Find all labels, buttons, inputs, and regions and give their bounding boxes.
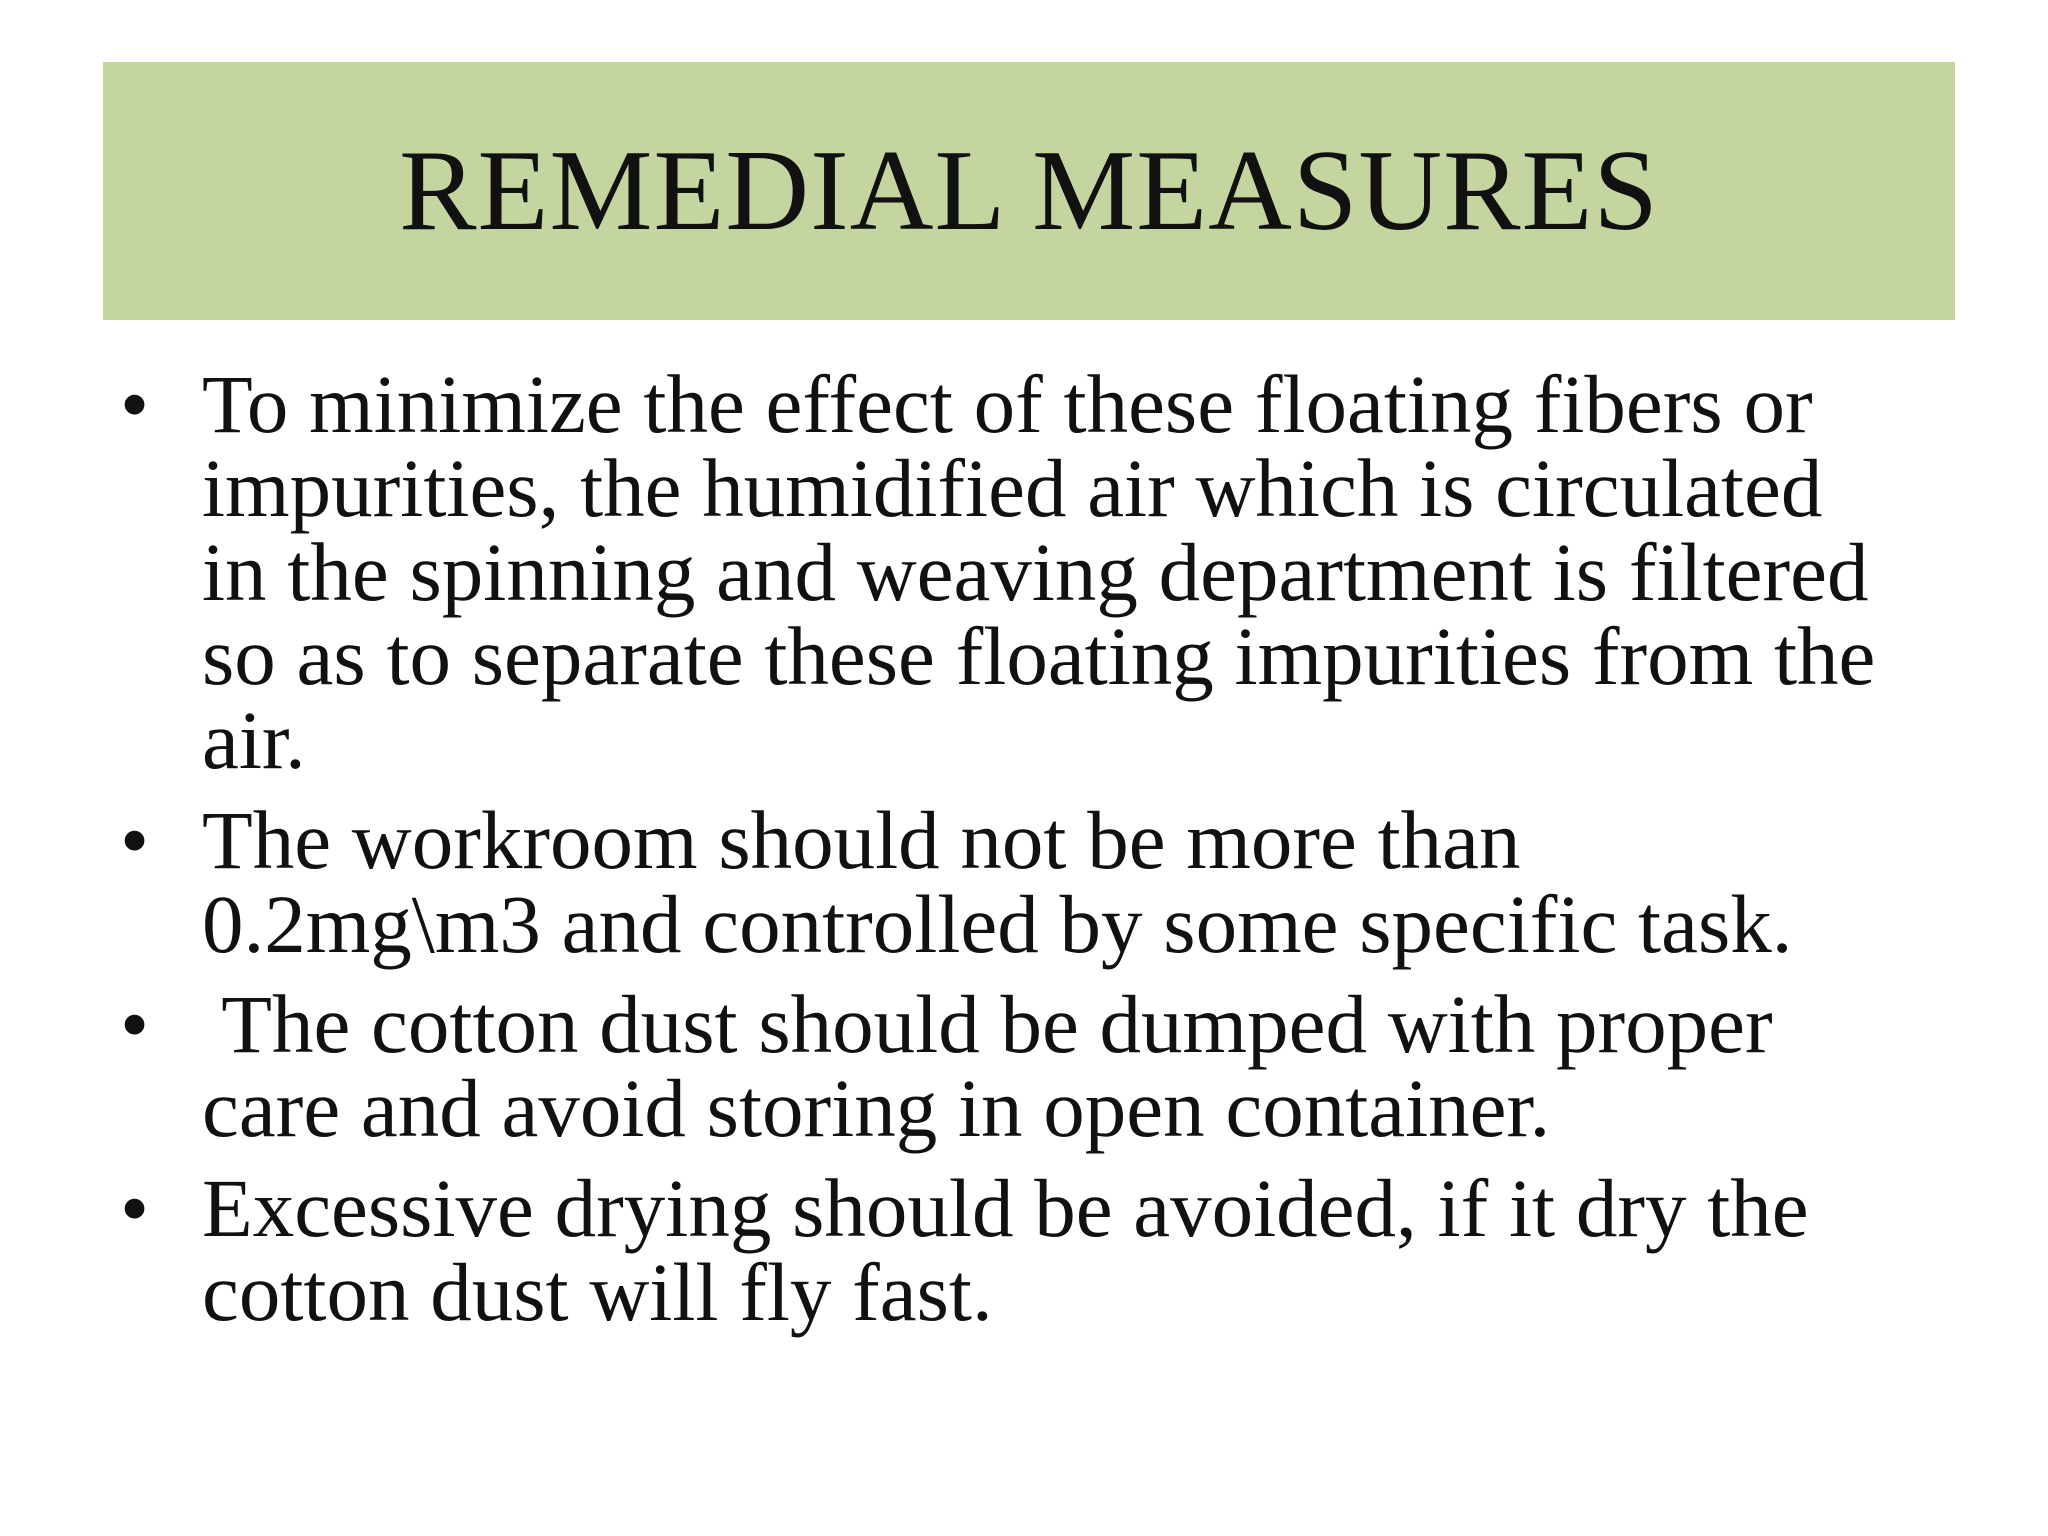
bullet-text-line: 0.2mg\m3 and controlled by some specific task.	[202, 878, 1793, 970]
bullet-marker: •	[120, 1162, 150, 1254]
bullet-marker: •	[120, 794, 150, 886]
bullet-text-line: cotton dust will fly fast.	[202, 1246, 993, 1338]
bullet-text-line: The cotton dust should be dumped with proper	[202, 978, 1773, 1070]
bullet-list	[120, 358, 1950, 1350]
bullet-text-line: Excessive drying should be avoided, if it dry the	[202, 1162, 1809, 1254]
bullet-text-line: impurities, the humidified air which is circulated	[202, 442, 1823, 534]
bullet-text-line: air.	[202, 694, 306, 786]
bullet-item	[120, 978, 1950, 1154]
bullet-text-line: The workroom should not be more than	[202, 794, 1521, 886]
bullet-marker: •	[120, 978, 150, 1070]
bullet-item	[120, 1162, 1950, 1338]
bullet-item	[120, 794, 1950, 970]
title-bar	[103, 62, 1955, 320]
bullet-text-line: so as to separate these floating impurities from the	[202, 610, 1876, 702]
bullet-item	[120, 358, 1950, 786]
slide-title: REMEDIAL MEASURES	[399, 127, 1659, 255]
bullet-marker: •	[120, 358, 150, 450]
bullet-text-line: To minimize the effect of these floating fibers or	[202, 358, 1813, 450]
bullet-text-line: care and avoid storing in open container.	[202, 1062, 1551, 1154]
bullet-text-line: in the spinning and weaving department is filtered	[202, 526, 1869, 618]
